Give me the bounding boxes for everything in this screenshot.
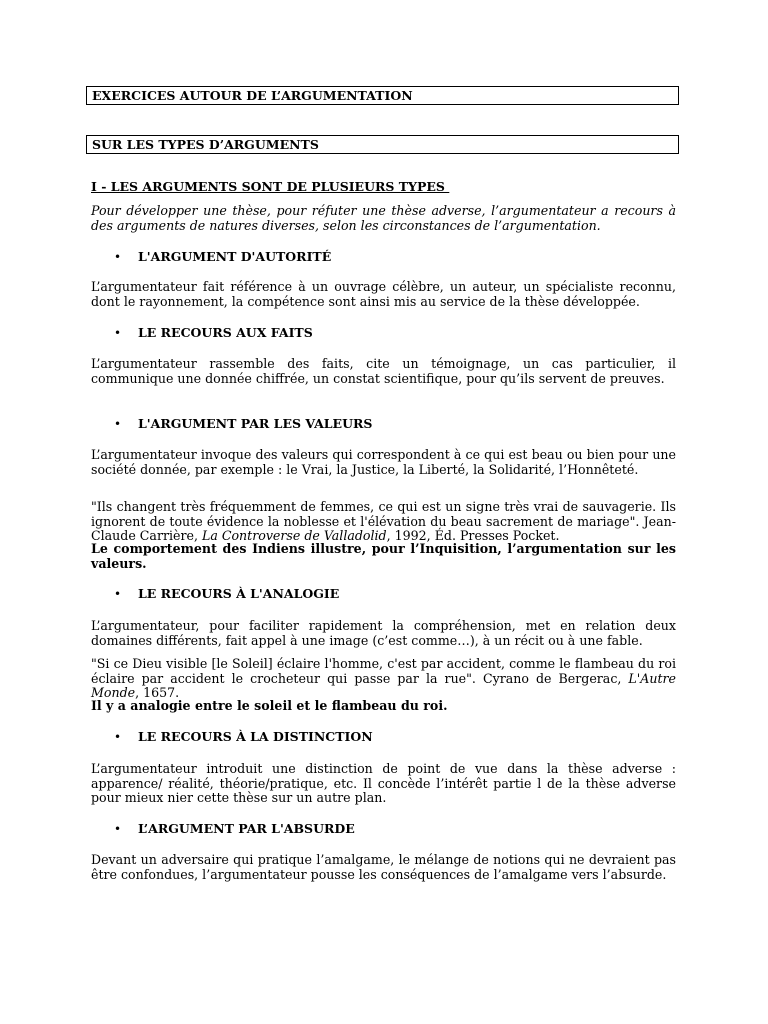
bullet-icon: • bbox=[114, 417, 122, 431]
quote-analogie-work: L'Autre Monde bbox=[91, 670, 676, 700]
bullet-icon: • bbox=[114, 250, 122, 264]
conclusion-analogie: Il y a analogie entre le soleil et le flambeau du roi. bbox=[91, 698, 448, 713]
section-heading: I - LES ARGUMENTS SONT DE PLUSIEURS TYPES bbox=[91, 179, 450, 194]
argument-text-distinction: L’argumentateur introduit une distinction de point de vue dans la thèse adverse : apparence/ réalité, théorie/pratique, etc. Il concède l’intérêt partie l de la thèse adverse pour mieux nier cette thèse sur un autre plan. bbox=[91, 761, 676, 805]
argument-title-absurde: L’ARGUMENT PAR L'ABSURDE bbox=[138, 821, 355, 836]
argument-title-autorite: L'ARGUMENT D'AUTORITÉ bbox=[138, 249, 332, 264]
quote-analogie-text: "Si ce Dieu visible [le Soleil] éclaire l'homme, c'est par accident, comme le flambeau du roi éclaire par accident le crocheteur qui passe par la rue". Cyrano de Bergerac, bbox=[91, 656, 676, 686]
document-title: EXERCICES AUTOUR DE L’ARGUMENTATION bbox=[92, 88, 413, 103]
argument-text-absurde: Devant un adversaire qui pratique l’amalgame, le mélange de notions qui ne devraient pas être confondues, l’argumentateur pousse les conséquences de l’amalgame vers l’absurde. bbox=[91, 852, 676, 882]
quote-valeurs-work: La Controverse de Valladolid bbox=[201, 528, 387, 543]
bullet-icon: • bbox=[114, 822, 122, 836]
quote-analogie-source: , 1657. bbox=[135, 685, 180, 700]
document-title-box bbox=[86, 86, 679, 105]
argument-text-faits: L’argumentateur rassemble des faits, cite un témoignage, un cas particulier, il communique une donnée chiffrée, un constat scientifique, pour qu’ils servent de preuves. bbox=[91, 356, 676, 386]
intro-paragraph: Pour développer une thèse, pour réfuter une thèse adverse, l’argumentateur a recours à des arguments de natures diverses, selon les circonstances de l’argumentation. bbox=[91, 203, 676, 233]
argument-title-faits: LE RECOURS AUX FAITS bbox=[138, 325, 313, 340]
document-subtitle: SUR LES TYPES D’ARGUMENTS bbox=[92, 137, 319, 152]
bullet-icon: • bbox=[114, 587, 122, 601]
conclusion-valeurs: Le comportement des Indiens illustre, pour l’Inquisition, l’argumentation sur les valeurs. bbox=[91, 541, 676, 571]
argument-text-analogie: L’argumentateur, pour faciliter rapidement la compréhension, met en relation deux domaines différents, fait appel à une image (c’est comme…), à un récit ou à une fable. bbox=[91, 618, 676, 648]
bullet-icon: • bbox=[114, 730, 122, 744]
argument-title-valeurs: L'ARGUMENT PAR LES VALEURS bbox=[138, 416, 373, 431]
quote-analogie bbox=[91, 657, 676, 701]
argument-title-analogie: LE RECOURS À L'ANALOGIE bbox=[138, 586, 340, 601]
argument-text-autorite: L’argumentateur fait référence à un ouvrage célèbre, un auteur, un spécialiste reconnu, dont le rayonnement, la compétence sont ainsi mis au service de la thèse développée. bbox=[91, 279, 676, 309]
subtitle-box bbox=[86, 135, 679, 154]
quote-valeurs-text: "Ils changent très fréquemment de femmes, ce qui est un signe très vrai de sauvagerie. Ils ignorent de toute évidence la noblesse et l'élévation du beau sacrement de mariage". Jean-Claude Carrière, bbox=[91, 499, 676, 543]
argument-text-valeurs: L’argumentateur invoque des valeurs qui correspondent à ce qui est beau ou bien pour une société donnée, par exemple : le Vrai, la Justice, la Liberté, la Solidarité, l’Honnêteté. bbox=[91, 447, 676, 477]
argument-title-distinction: LE RECOURS À LA DISTINCTION bbox=[138, 729, 373, 744]
quote-valeurs bbox=[91, 500, 676, 544]
bullet-icon: • bbox=[114, 326, 122, 340]
quote-valeurs-source: , 1992, Éd. Presses Pocket. bbox=[386, 528, 560, 543]
